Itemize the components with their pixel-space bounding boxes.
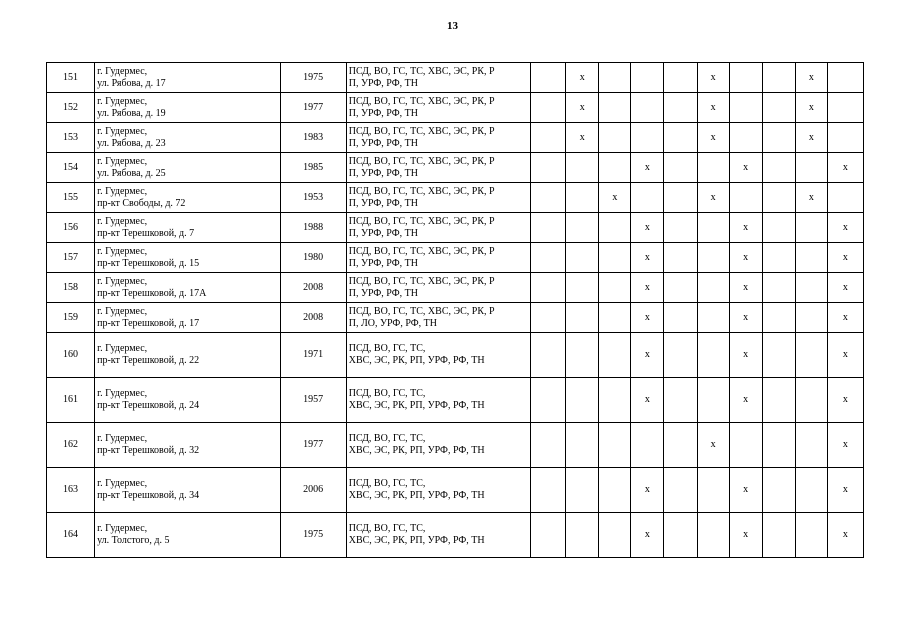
services-cell <box>346 243 530 273</box>
row-number-cell: 157 <box>47 243 95 273</box>
mark-cell: х <box>631 468 664 513</box>
address-cell <box>95 153 280 183</box>
mark-cell: х <box>795 93 827 123</box>
mark-cell: х <box>729 333 762 378</box>
mark-cell: х <box>697 423 729 468</box>
address-city: г. Гудермес, <box>97 185 148 197</box>
mark-cell <box>762 423 795 468</box>
address-cell <box>95 423 280 468</box>
mark-cell <box>762 243 795 273</box>
row-number-cell: 152 <box>47 93 95 123</box>
mark-cell <box>664 183 697 213</box>
mark-cell <box>795 153 827 183</box>
row-number-cell: 162 <box>47 423 95 468</box>
mark-cell <box>566 468 599 513</box>
mark-cell <box>631 423 664 468</box>
services-line-2: П, УРФ, РФ, ТН <box>348 257 418 269</box>
services-cell <box>346 273 530 303</box>
mark-cell <box>599 153 631 183</box>
mark-cell: х <box>697 63 729 93</box>
table-body <box>47 63 864 558</box>
mark-cell <box>795 213 827 243</box>
services-line-1: ПСД, ВО, ГС, ТС, ХВС, ЭС, РК, Р <box>348 215 495 227</box>
mark-cell <box>827 183 863 213</box>
mark-cell <box>599 213 631 243</box>
services-line-1: ПСД, ВО, ГС, ТС, ХВС, ЭС, РК, Р <box>348 305 495 317</box>
year-cell: 1953 <box>280 183 346 213</box>
mark-cell <box>697 273 729 303</box>
services-line-1: ПСД, ВО, ГС, ТС, <box>348 478 426 489</box>
mark-cell <box>795 513 827 558</box>
mark-cell <box>531 378 566 423</box>
mark-cell <box>762 468 795 513</box>
mark-cell <box>531 93 566 123</box>
mark-cell <box>599 378 631 423</box>
mark-cell: х <box>697 123 729 153</box>
mark-cell: х <box>631 303 664 333</box>
mark-cell <box>762 333 795 378</box>
year-cell: 2006 <box>280 468 346 513</box>
address-cell <box>95 333 280 378</box>
year-cell: 1985 <box>280 153 346 183</box>
mark-cell: х <box>631 213 664 243</box>
services-line-1: ПСД, ВО, ГС, ТС, <box>348 343 426 354</box>
mark-cell <box>566 213 599 243</box>
address-cell <box>95 513 280 558</box>
mark-cell <box>599 243 631 273</box>
mark-cell <box>697 333 729 378</box>
year-cell: 2008 <box>280 303 346 333</box>
mark-cell: х <box>599 183 631 213</box>
address-street: пр-кт Терешковой, д. 24 <box>97 400 200 411</box>
address-street: пр-кт Терешковой, д. 17 <box>97 317 200 329</box>
mark-cell: х <box>631 153 664 183</box>
address-cell <box>95 213 280 243</box>
mark-cell <box>795 303 827 333</box>
address-street: ул. Рябова, д. 25 <box>97 167 166 179</box>
mark-cell <box>697 213 729 243</box>
mark-cell: х <box>729 273 762 303</box>
mark-cell: х <box>729 213 762 243</box>
mark-cell <box>631 93 664 123</box>
mark-cell <box>531 153 566 183</box>
mark-cell <box>566 153 599 183</box>
mark-cell: х <box>729 513 762 558</box>
mark-cell: х <box>631 273 664 303</box>
address-street: пр-кт Терешковой, д. 22 <box>97 355 200 366</box>
mark-cell <box>664 273 697 303</box>
table-row <box>47 213 864 243</box>
mark-cell <box>697 153 729 183</box>
address-street: ул. Толстого, д. 5 <box>97 535 170 546</box>
year-cell: 1977 <box>280 93 346 123</box>
mark-cell <box>762 213 795 243</box>
year-cell: 1983 <box>280 123 346 153</box>
mark-cell <box>697 243 729 273</box>
mark-cell: х <box>795 63 827 93</box>
row-number-cell: 155 <box>47 183 95 213</box>
address-street: пр-кт Терешковой, д. 17А <box>97 287 207 299</box>
services-line-2: П, УРФ, РФ, ТН <box>348 167 418 179</box>
mark-cell <box>729 423 762 468</box>
mark-cell <box>531 183 566 213</box>
mark-cell <box>599 273 631 303</box>
services-line-1: ПСД, ВО, ГС, ТС, ХВС, ЭС, РК, Р <box>348 245 495 257</box>
services-line-1: ПСД, ВО, ГС, ТС, ХВС, ЭС, РК, Р <box>348 155 495 167</box>
mark-cell: х <box>827 273 863 303</box>
mark-cell <box>664 93 697 123</box>
address-street: ул. Рябова, д. 23 <box>97 137 166 149</box>
services-line-2: П, УРФ, РФ, ТН <box>348 107 418 119</box>
services-line-1: ПСД, ВО, ГС, ТС, ХВС, ЭС, РК, Р <box>348 95 495 107</box>
mark-cell <box>566 303 599 333</box>
services-line-1: ПСД, ВО, ГС, ТС, <box>348 433 426 444</box>
services-cell <box>346 333 530 378</box>
mark-cell <box>664 513 697 558</box>
services-line-1: ПСД, ВО, ГС, ТС, <box>348 523 426 534</box>
mark-cell <box>531 273 566 303</box>
address-cell <box>95 63 280 93</box>
mark-cell <box>531 213 566 243</box>
services-line-2: П, УРФ, РФ, ТН <box>348 137 418 149</box>
mark-cell <box>795 333 827 378</box>
mark-cell <box>599 423 631 468</box>
mark-cell: х <box>795 183 827 213</box>
services-line-2: ХВС, ЭС, РК, РП, УРФ, РФ, ТН <box>348 535 485 546</box>
services-line-2: П, ЛО, УРФ, РФ, ТН <box>348 317 437 329</box>
address-cell <box>95 273 280 303</box>
address-cell <box>95 243 280 273</box>
mark-cell <box>531 468 566 513</box>
services-line-2: ХВС, ЭС, РК, РП, УРФ, РФ, ТН <box>348 445 485 456</box>
services-cell <box>346 423 530 468</box>
mark-cell <box>664 378 697 423</box>
mark-cell: х <box>566 63 599 93</box>
services-line-2: П, УРФ, РФ, ТН <box>348 197 418 209</box>
building-registry-table <box>46 62 864 558</box>
mark-cell <box>599 123 631 153</box>
mark-cell <box>664 423 697 468</box>
address-city: г. Гудермес, <box>97 523 148 534</box>
mark-cell: х <box>729 468 762 513</box>
mark-cell <box>599 63 631 93</box>
mark-cell: х <box>697 93 729 123</box>
mark-cell: х <box>566 123 599 153</box>
row-number-cell: 153 <box>47 123 95 153</box>
page-number: 13 <box>447 20 458 32</box>
mark-cell <box>531 423 566 468</box>
mark-cell: х <box>827 303 863 333</box>
mark-cell <box>795 423 827 468</box>
address-street: ул. Рябова, д. 19 <box>97 107 166 119</box>
mark-cell <box>762 93 795 123</box>
mark-cell <box>795 468 827 513</box>
mark-cell <box>762 63 795 93</box>
mark-cell <box>664 468 697 513</box>
services-cell <box>346 468 530 513</box>
services-line-2: П, УРФ, РФ, ТН <box>348 77 418 89</box>
row-number-cell: 161 <box>47 378 95 423</box>
year-cell: 1971 <box>280 333 346 378</box>
address-city: г. Гудермес, <box>97 95 148 107</box>
address-city: г. Гудермес, <box>97 388 148 399</box>
services-cell <box>346 63 530 93</box>
mark-cell: х <box>631 333 664 378</box>
mark-cell: х <box>827 243 863 273</box>
mark-cell: х <box>631 243 664 273</box>
mark-cell: х <box>795 123 827 153</box>
mark-cell <box>566 333 599 378</box>
mark-cell <box>795 378 827 423</box>
mark-cell: х <box>631 513 664 558</box>
services-line-1: ПСД, ВО, ГС, ТС, ХВС, ЭС, РК, Р <box>348 275 495 287</box>
mark-cell <box>664 243 697 273</box>
table-row <box>47 123 864 153</box>
services-cell <box>346 378 530 423</box>
row-number-cell: 163 <box>47 468 95 513</box>
services-cell <box>346 123 530 153</box>
year-cell: 1975 <box>280 63 346 93</box>
mark-cell <box>599 303 631 333</box>
mark-cell <box>762 303 795 333</box>
mark-cell <box>664 123 697 153</box>
mark-cell <box>531 333 566 378</box>
table-row <box>47 513 864 558</box>
mark-cell <box>697 303 729 333</box>
mark-cell <box>762 513 795 558</box>
address-city: г. Гудермес, <box>97 215 148 227</box>
address-cell <box>95 93 280 123</box>
services-line-1: ПСД, ВО, ГС, ТС, ХВС, ЭС, РК, Р <box>348 65 495 77</box>
address-city: г. Гудермес, <box>97 155 148 167</box>
services-line-1: ПСД, ВО, ГС, ТС, ХВС, ЭС, РК, Р <box>348 125 495 137</box>
services-line-2: ХВС, ЭС, РК, РП, УРФ, РФ, ТН <box>348 355 485 366</box>
address-cell <box>95 303 280 333</box>
mark-cell <box>566 513 599 558</box>
year-cell: 2008 <box>280 273 346 303</box>
address-street: пр-кт Терешковой, д. 32 <box>97 445 200 456</box>
mark-cell <box>827 93 863 123</box>
services-line-2: ХВС, ЭС, РК, РП, УРФ, РФ, ТН <box>348 490 485 501</box>
table-row <box>47 333 864 378</box>
row-number-cell: 159 <box>47 303 95 333</box>
mark-cell <box>729 93 762 123</box>
row-number-cell: 156 <box>47 213 95 243</box>
table-row <box>47 93 864 123</box>
mark-cell <box>729 123 762 153</box>
table-row <box>47 63 864 93</box>
address-cell <box>95 183 280 213</box>
mark-cell <box>566 423 599 468</box>
row-number-cell: 154 <box>47 153 95 183</box>
year-cell: 1975 <box>280 513 346 558</box>
mark-cell <box>599 93 631 123</box>
mark-cell <box>599 513 631 558</box>
year-cell: 1957 <box>280 378 346 423</box>
mark-cell <box>631 123 664 153</box>
mark-cell <box>599 468 631 513</box>
services-line-1: ПСД, ВО, ГС, ТС, ХВС, ЭС, РК, Р <box>348 185 495 197</box>
services-cell <box>346 213 530 243</box>
table-row <box>47 303 864 333</box>
mark-cell: х <box>827 468 863 513</box>
mark-cell <box>795 273 827 303</box>
table-row <box>47 183 864 213</box>
mark-cell: х <box>729 303 762 333</box>
services-cell <box>346 183 530 213</box>
services-cell <box>346 93 530 123</box>
address-street: пр-кт Терешковой, д. 7 <box>97 227 195 239</box>
address-city: г. Гудермес, <box>97 245 148 257</box>
mark-cell <box>697 468 729 513</box>
mark-cell: х <box>566 93 599 123</box>
mark-cell: х <box>827 213 863 243</box>
address-street: ул. Рябова, д. 17 <box>97 77 166 89</box>
address-city: г. Гудермес, <box>97 275 148 287</box>
mark-cell <box>599 333 631 378</box>
address-cell <box>95 378 280 423</box>
mark-cell <box>697 378 729 423</box>
table-row <box>47 378 864 423</box>
mark-cell <box>729 183 762 213</box>
row-number-cell: 158 <box>47 273 95 303</box>
mark-cell: х <box>827 423 863 468</box>
mark-cell <box>631 63 664 93</box>
table-row <box>47 423 864 468</box>
mark-cell: х <box>729 378 762 423</box>
mark-cell <box>762 183 795 213</box>
address-street: пр-кт Терешковой, д. 15 <box>97 257 200 269</box>
mark-cell <box>631 183 664 213</box>
row-number-cell: 151 <box>47 63 95 93</box>
mark-cell: х <box>729 153 762 183</box>
mark-cell <box>531 303 566 333</box>
year-cell: 1977 <box>280 423 346 468</box>
row-number-cell: 160 <box>47 333 95 378</box>
mark-cell <box>762 153 795 183</box>
mark-cell: х <box>729 243 762 273</box>
mark-cell <box>566 243 599 273</box>
year-cell: 1988 <box>280 213 346 243</box>
services-line-2: П, УРФ, РФ, ТН <box>348 287 418 299</box>
mark-cell <box>827 123 863 153</box>
address-cell <box>95 468 280 513</box>
mark-cell: х <box>827 333 863 378</box>
table-row <box>47 153 864 183</box>
mark-cell <box>762 273 795 303</box>
address-city: г. Гудермес, <box>97 305 148 317</box>
mark-cell <box>664 213 697 243</box>
address-street: пр-кт Терешковой, д. 34 <box>97 490 200 501</box>
address-city: г. Гудермес, <box>97 478 148 489</box>
table-row <box>47 273 864 303</box>
address-city: г. Гудермес, <box>97 433 148 444</box>
services-line-2: ХВС, ЭС, РК, РП, УРФ, РФ, ТН <box>348 400 485 411</box>
mark-cell: х <box>827 513 863 558</box>
mark-cell <box>566 378 599 423</box>
mark-cell <box>664 303 697 333</box>
mark-cell: х <box>631 378 664 423</box>
services-cell <box>346 303 530 333</box>
mark-cell: х <box>697 183 729 213</box>
table-row <box>47 468 864 513</box>
table-row <box>47 243 864 273</box>
mark-cell <box>762 378 795 423</box>
mark-cell <box>795 243 827 273</box>
address-street: пр-кт Свободы, д. 72 <box>97 197 186 209</box>
mark-cell <box>566 273 599 303</box>
address-city: г. Гудермес, <box>97 65 148 77</box>
services-cell <box>346 513 530 558</box>
mark-cell <box>729 63 762 93</box>
address-cell <box>95 123 280 153</box>
mark-cell <box>697 513 729 558</box>
row-number-cell: 164 <box>47 513 95 558</box>
mark-cell <box>664 63 697 93</box>
mark-cell <box>531 243 566 273</box>
mark-cell <box>762 123 795 153</box>
services-cell <box>346 153 530 183</box>
services-line-2: П, УРФ, РФ, ТН <box>348 227 418 239</box>
year-cell: 1980 <box>280 243 346 273</box>
mark-cell <box>827 63 863 93</box>
mark-cell <box>566 183 599 213</box>
address-city: г. Гудермес, <box>97 343 148 354</box>
mark-cell <box>664 333 697 378</box>
mark-cell: х <box>827 153 863 183</box>
mark-cell: х <box>827 378 863 423</box>
mark-cell <box>531 513 566 558</box>
mark-cell <box>531 63 566 93</box>
services-line-1: ПСД, ВО, ГС, ТС, <box>348 388 426 399</box>
address-city: г. Гудермес, <box>97 125 148 137</box>
mark-cell <box>664 153 697 183</box>
mark-cell <box>531 123 566 153</box>
